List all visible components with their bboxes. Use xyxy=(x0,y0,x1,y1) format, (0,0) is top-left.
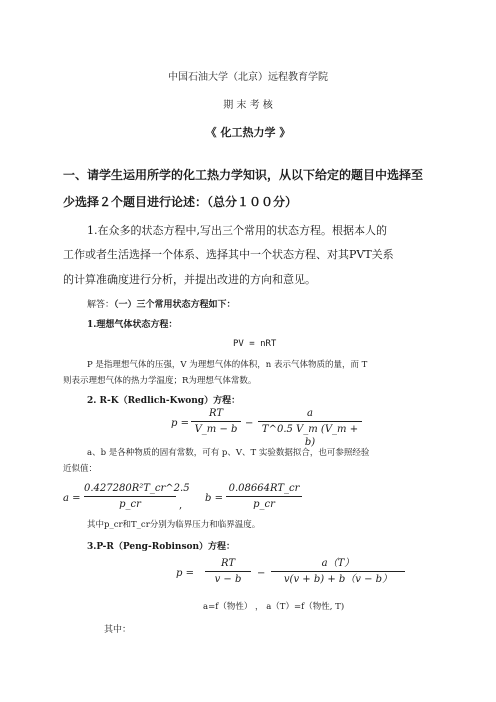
rk-den-2: T^0.5 V_m (V_m + b) xyxy=(261,424,359,448)
rk-desc-line2: 近似值： xyxy=(63,464,98,474)
a-fraction xyxy=(84,482,190,511)
a-b-separator: , xyxy=(179,500,183,511)
rk-fraction-1 xyxy=(191,407,241,436)
pr-den-1: v − b xyxy=(214,574,242,585)
institution-title: 中国石油大学（北京）远程教育学院 xyxy=(168,72,328,83)
answer-subheading: （一）三个常用状态方程如下： xyxy=(114,300,236,310)
b-lhs: b = xyxy=(205,493,223,504)
course-title: 《 化工热力学 》 xyxy=(205,126,291,139)
answer-heading xyxy=(87,297,236,310)
rk-eq-lhs: p = xyxy=(171,418,189,429)
fraction-bar xyxy=(226,496,302,497)
pr-where: 其中： xyxy=(104,625,132,635)
fraction-bar xyxy=(191,421,241,422)
ideal-gas-title: 1.理想气体状态方程： xyxy=(87,320,178,330)
exam-type: 期 末 考 核 xyxy=(223,100,273,111)
pr-eq-lhs: p = xyxy=(176,568,194,579)
fraction-bar xyxy=(271,571,405,572)
b-den: p_cr xyxy=(253,499,275,510)
pr-fraction-1 xyxy=(205,557,251,586)
fraction-bar xyxy=(205,571,251,572)
rk-fraction-2 xyxy=(258,407,362,449)
a-num: 0.427280R²T_cr^2.5 xyxy=(84,483,190,494)
pr-title: 3.P-R（Peng-Robinson）方程： xyxy=(87,542,236,552)
fraction-bar xyxy=(258,421,362,422)
fraction-bar xyxy=(84,496,176,497)
pr-num-2: a（T） xyxy=(321,558,355,569)
rk-desc-line1: a、b 是各种物质的固有常数，可有 p、V、T 实验数据拟合，也可参照经验 xyxy=(87,448,370,458)
rk-title: 2. R-K（Redlich-Kwong）方程： xyxy=(87,396,241,406)
question-line1: 1.在众多的状态方程中,写出三个常用的状态方程。根据本人的 xyxy=(87,224,387,237)
pr-fraction-2 xyxy=(271,557,405,586)
answer-label: 解答： xyxy=(87,300,115,310)
b-fraction xyxy=(226,482,302,511)
critical-note: 其中p_cr和T_cr分别为临界压力和临界温度。 xyxy=(87,520,261,530)
b-num: 0.08664RT_cr xyxy=(228,483,300,494)
rk-minus: − xyxy=(245,418,254,429)
pr-params: a=f（物性） ， a（T）=f（物性, T) xyxy=(203,602,345,612)
question-line2: 工作或者生活选择一个体系、选择其中一个状态方程、对其PVT关系 xyxy=(63,248,394,261)
a-den: p_cr xyxy=(119,499,141,510)
pr-minus: − xyxy=(257,568,266,579)
rk-num-2: a xyxy=(307,408,313,419)
ideal-gas-desc-line1: P 是指理想气体的压强，V 为理想气体的体积，n 表示气体物质的量，而 T xyxy=(87,360,368,370)
question-line3: 的计算准确度进行分析，并提出改进的方向和意见。 xyxy=(63,273,316,286)
pr-num-1: RT xyxy=(220,558,236,569)
section-heading-line1: 一、请学生运用所学的化工热力学知识，从以下给定的题目中选择至 xyxy=(63,168,424,182)
rk-num-1: RT xyxy=(208,408,224,419)
ideal-gas-desc-line2: 则表示理想气体的热力学温度；R为理想气体常数。 xyxy=(63,376,257,386)
ideal-gas-equation: PV = nRT xyxy=(233,339,277,349)
pr-den-2: v(v + b) + b（v − b） xyxy=(283,574,393,585)
section-heading-line2: 少选择２个题目进行论述：（总分１００分） xyxy=(63,195,298,209)
a-lhs: a = xyxy=(63,493,81,504)
rk-den-1: V_m − b xyxy=(194,424,238,435)
